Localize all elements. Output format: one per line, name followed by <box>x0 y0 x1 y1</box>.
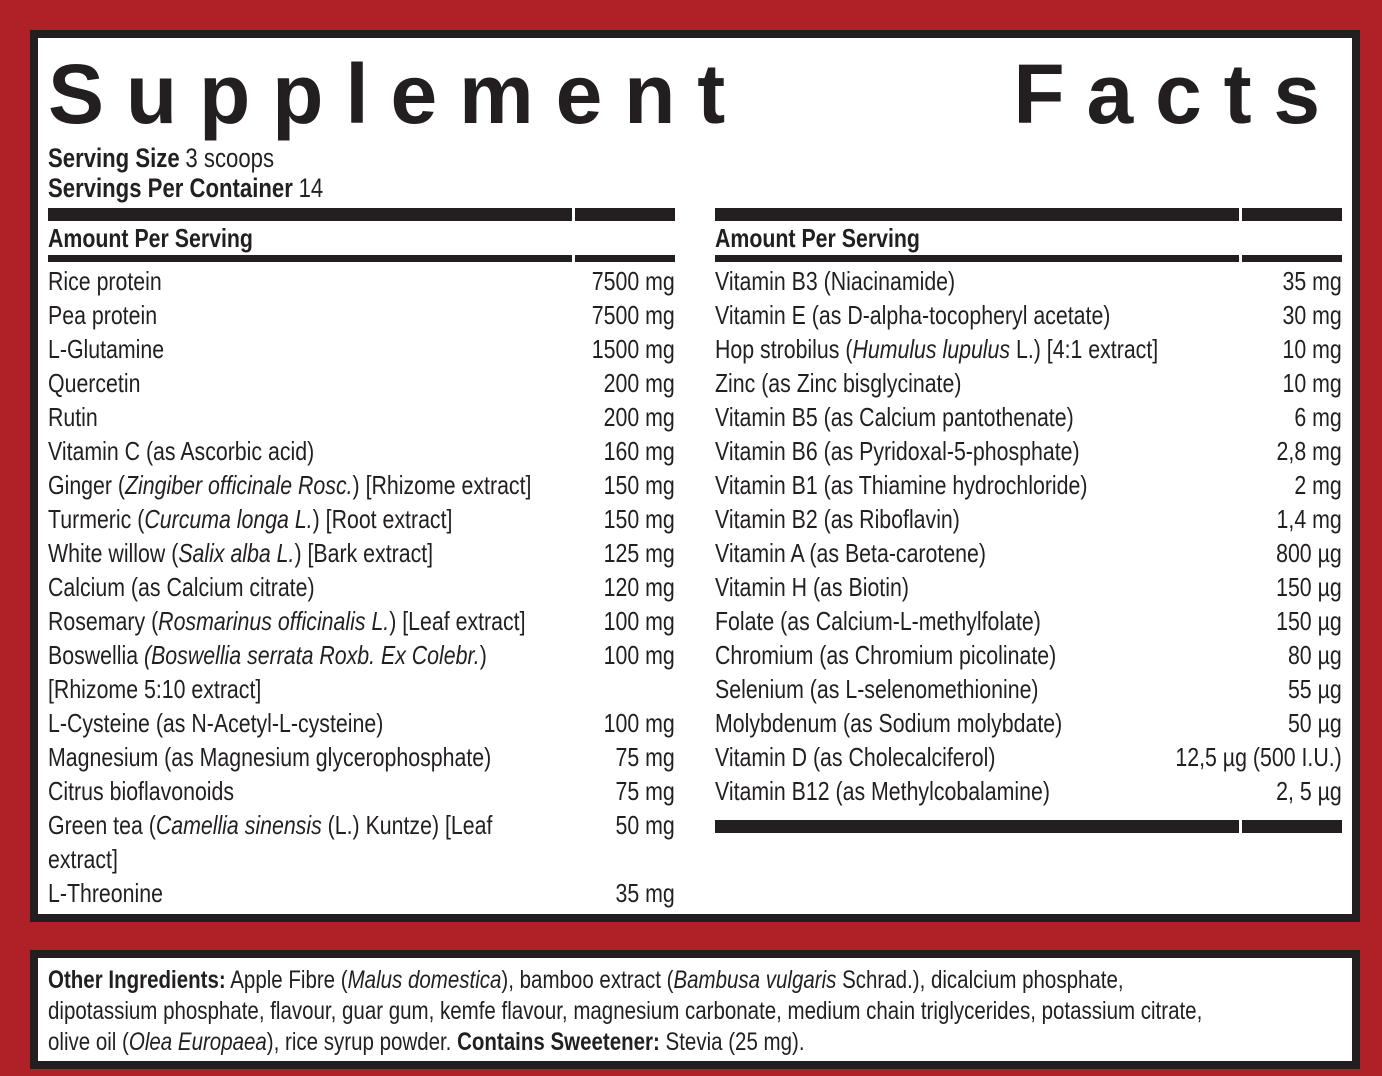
text: Vitamin B5 (as Calcium pantothenate) <box>715 402 1074 432</box>
ingredient-amount: 75 mg <box>615 742 675 772</box>
ingredient-row <box>715 298 1342 332</box>
ingredient-name <box>48 332 164 366</box>
title-word-facts: Facts <box>1013 47 1342 141</box>
ingredient-name <box>715 672 1039 706</box>
column-right <box>715 208 1342 910</box>
ingredient-name <box>48 264 162 298</box>
text: ) <box>479 640 487 670</box>
ingredient-name <box>48 536 433 570</box>
ingredient-amount: 150 µg <box>1276 606 1342 636</box>
text: Molybdenum (as Sodium molybdate) <box>715 708 1063 738</box>
column-header: Amount Per Serving <box>48 223 253 253</box>
bold-text: Contains Sweetener: <box>457 1028 660 1056</box>
text: Zinc (as Zinc bisglycinate) <box>715 368 962 398</box>
ingredient-name <box>715 332 1158 366</box>
italic-text: (Boswellia serrata Roxb. Ex Colebr. <box>143 640 480 670</box>
ingredient-amount: 2,8 mg <box>1276 436 1342 466</box>
column-header: Amount Per Serving <box>715 223 920 253</box>
title-word-supplement: Supplement <box>48 47 748 141</box>
text: olive oil ( <box>48 1028 129 1056</box>
ingredient-name <box>715 400 1074 434</box>
divider-thick <box>48 208 675 221</box>
ingredient-name <box>48 570 315 604</box>
text: Vitamin A (as Beta-carotene) <box>715 538 986 568</box>
ingredient-amount: 1500 mg <box>591 334 675 364</box>
ingredient-amount: 12,5 µg (500 I.U.) <box>1175 742 1342 772</box>
ingredient-row <box>715 536 1342 570</box>
ingredient-amount: 55 µg <box>1287 674 1342 704</box>
other-ingredients-text <box>48 963 1341 1058</box>
text: Boswellia <box>48 640 144 670</box>
bold-text: Other Ingredients: <box>48 966 226 994</box>
ingredient-amount: 7500 mg <box>591 266 675 296</box>
text: Selenium (as L-selenomethionine) <box>715 674 1039 704</box>
ingredient-row <box>48 808 675 876</box>
ingredient-amount: 10 mg <box>1282 368 1342 398</box>
ingredient-row <box>48 332 675 366</box>
ingredient-row <box>48 536 675 570</box>
ingredient-amount: 2 mg <box>1294 470 1342 500</box>
ingredient-row <box>48 570 675 604</box>
text: extract] <box>48 844 118 874</box>
text: Green tea ( <box>48 810 156 840</box>
ingredient-row <box>715 400 1342 434</box>
italic-text: Olea Europaea <box>128 1028 267 1056</box>
text: Vitamin C (as Ascorbic acid) <box>48 436 315 466</box>
text: Vitamin D (as Cholecalciferol) <box>715 742 996 772</box>
ingredient-rows-right <box>715 264 1342 808</box>
column-left <box>48 208 675 910</box>
ingredient-row <box>48 264 675 298</box>
ingredient-name <box>48 400 98 434</box>
ingredient-row <box>715 264 1342 298</box>
text: ) [Leaf extract] <box>389 606 526 636</box>
text: ) [Root extract] <box>312 504 453 534</box>
ingredient-amount: 150 mg <box>603 470 675 500</box>
text: (L.) Kuntze) [Leaf <box>321 810 493 840</box>
ingredient-row <box>715 570 1342 604</box>
italic-text: Malus domestica <box>347 966 502 994</box>
italic-text: Salix alba L. <box>178 538 295 568</box>
ingredient-amount: 35 mg <box>615 878 675 908</box>
text: Pea protein <box>48 300 158 330</box>
text: Quercetin <box>48 368 141 398</box>
text: Vitamin E (as D-alpha-tocopheryl acetate) <box>715 300 1111 330</box>
ingredient-amount: 100 mg <box>603 708 675 738</box>
ingredient-row <box>48 502 675 536</box>
ingredient-name <box>715 468 1087 502</box>
divider-thin <box>48 255 675 262</box>
serving-info <box>48 143 1341 203</box>
ingredient-name <box>48 434 314 468</box>
ingredient-name <box>715 366 961 400</box>
ingredient-row <box>48 366 675 400</box>
text: ), bamboo extract ( <box>501 966 674 994</box>
italic-text: Curcuma longa L. <box>144 504 313 534</box>
divider-thin <box>715 255 1342 262</box>
ingredient-name <box>715 502 960 536</box>
text: Calcium (as Calcium citrate) <box>48 572 315 602</box>
ingredient-name <box>48 502 452 536</box>
ingredient-amount: 125 mg <box>603 538 675 568</box>
ingredient-name <box>715 740 995 774</box>
ingredient-row <box>48 774 675 808</box>
ingredient-name <box>48 468 531 502</box>
ingredient-name <box>48 774 234 808</box>
ingredient-amount: 800 µg <box>1276 538 1342 568</box>
ingredient-name <box>715 638 1056 672</box>
text: Vitamin B12 (as Methylcobalamine) <box>715 776 1050 806</box>
text: [Rhizome 5:10 extract] <box>48 674 262 704</box>
text: L.) [4:1 extract] <box>1010 334 1159 364</box>
ingredient-row <box>48 740 675 774</box>
ingredient-amount: 200 mg <box>603 402 675 432</box>
facts-panel <box>30 30 1360 922</box>
text: Chromium (as Chromium picolinate) <box>715 640 1057 670</box>
text: ), rice syrup powder. <box>266 1028 458 1056</box>
divider-thick <box>715 208 1342 221</box>
text: Apple Fibre ( <box>225 966 348 994</box>
ingredient-name <box>715 604 1041 638</box>
ingredient-amount: 100 mg <box>603 606 675 636</box>
other-ingredients-panel <box>30 950 1360 1069</box>
ingredient-row <box>715 740 1342 774</box>
ingredient-row <box>715 468 1342 502</box>
ingredient-amount: 50 mg <box>615 810 675 840</box>
ingredient-columns <box>48 208 1342 910</box>
ingredient-name <box>48 298 157 332</box>
ingredient-row <box>48 468 675 502</box>
text: Vitamin B1 (as Thiamine hydrochloride) <box>715 470 1088 500</box>
ingredient-amount: 30 mg <box>1282 300 1342 330</box>
text: Vitamin B6 (as Pyridoxal-5-phosphate) <box>715 436 1080 466</box>
servings-per-container-row <box>48 173 1341 203</box>
text: L-Threonine <box>48 878 163 908</box>
ingredient-amount: 100 mg <box>603 640 675 670</box>
italic-text: Camellia sinensis <box>155 810 322 840</box>
italic-text: Humulus lupulus <box>852 334 1011 364</box>
ingredient-name <box>48 638 487 706</box>
ingredient-amount: 150 mg <box>603 504 675 534</box>
ingredient-amount: 120 mg <box>603 572 675 602</box>
ingredient-amount: 50 µg <box>1287 708 1342 738</box>
ingredient-amount: 160 mg <box>603 436 675 466</box>
ingredient-amount: 80 µg <box>1287 640 1342 670</box>
text: dipotassium phosphate, flavour, guar gum, kemfe flavour, magnesium carbonate, medium chain triglycerides, potassium citrate, <box>48 997 1203 1025</box>
ingredient-amount: 10 mg <box>1282 334 1342 364</box>
ingredient-row <box>48 400 675 434</box>
text: Hop strobilus ( <box>715 334 853 364</box>
ingredient-row <box>715 672 1342 706</box>
divider-thick-bottom <box>715 820 1342 833</box>
ingredient-name <box>48 740 491 774</box>
ingredient-row <box>48 876 675 910</box>
ingredient-row <box>48 434 675 468</box>
text: ) [Bark extract] <box>294 538 434 568</box>
text: Schrad.), dicalcium phosphate, <box>836 966 1124 994</box>
ingredient-amount: 150 µg <box>1276 572 1342 602</box>
ingredient-row <box>715 502 1342 536</box>
text: Rosemary ( <box>48 606 159 636</box>
ingredient-name <box>48 604 526 638</box>
text: Rice protein <box>48 266 162 296</box>
ingredient-amount: 75 mg <box>615 776 675 806</box>
ingredient-row <box>48 298 675 332</box>
ingredient-amount: 35 mg <box>1282 266 1342 296</box>
ingredient-amount: 7500 mg <box>591 300 675 330</box>
ingredient-row <box>715 434 1342 468</box>
text: ) [Rhizome extract] <box>352 470 532 500</box>
italic-text: Rosmarinus officinalis L. <box>158 606 390 636</box>
ingredient-row <box>715 366 1342 400</box>
text: Vitamin B3 (Niacinamide) <box>715 266 956 296</box>
ingredient-name <box>715 434 1080 468</box>
ingredient-amount: 2, 5 µg <box>1276 776 1342 806</box>
text: Vitamin H (as Biotin) <box>715 572 909 602</box>
servings-per-container-value: 14 <box>298 173 324 203</box>
text: Magnesium (as Magnesium glycerophosphate) <box>48 742 492 772</box>
serving-size-row <box>48 143 1341 173</box>
ingredient-amount: 200 mg <box>603 368 675 398</box>
ingredient-row <box>48 638 675 706</box>
serving-size-value: 3 scoops <box>185 143 275 173</box>
ingredient-name <box>715 536 986 570</box>
text: Folate (as Calcium-L-methylfolate) <box>715 606 1041 636</box>
text: Rutin <box>48 402 98 432</box>
ingredient-name <box>715 774 1050 808</box>
ingredient-name <box>715 570 909 604</box>
text: Stevia (25 mg). <box>659 1028 805 1056</box>
ingredient-row <box>715 332 1342 366</box>
ingredient-name <box>48 808 492 876</box>
servings-per-container-label: Servings Per Container <box>48 173 293 203</box>
text: White willow ( <box>48 538 179 568</box>
italic-text: Zingiber officinale Rosc. <box>125 470 353 500</box>
text: L-Glutamine <box>48 334 165 364</box>
text: Citrus bioflavonoids <box>48 776 235 806</box>
ingredient-row <box>715 638 1342 672</box>
ingredient-amount: 1,4 mg <box>1276 504 1342 534</box>
ingredient-name <box>48 706 383 740</box>
ingredient-row <box>715 706 1342 740</box>
ingredient-name <box>715 298 1110 332</box>
ingredient-name <box>48 876 163 910</box>
ingredient-row <box>715 604 1342 638</box>
italic-text: Bambusa vulgaris <box>673 966 837 994</box>
ingredient-name <box>48 366 140 400</box>
text: Turmeric ( <box>48 504 145 534</box>
ingredient-name <box>715 706 1062 740</box>
supplement-facts-title <box>48 47 1342 141</box>
ingredient-row <box>48 706 675 740</box>
ingredient-row <box>715 774 1342 808</box>
serving-size-label: Serving Size <box>48 143 180 173</box>
ingredient-amount: 6 mg <box>1294 402 1342 432</box>
text: L-Cysteine (as N-Acetyl-L-cysteine) <box>48 708 384 738</box>
ingredient-row <box>48 604 675 638</box>
text: Ginger ( <box>48 470 126 500</box>
text: Vitamin B2 (as Riboflavin) <box>715 504 960 534</box>
ingredient-rows-left <box>48 264 675 910</box>
ingredient-name <box>715 264 955 298</box>
